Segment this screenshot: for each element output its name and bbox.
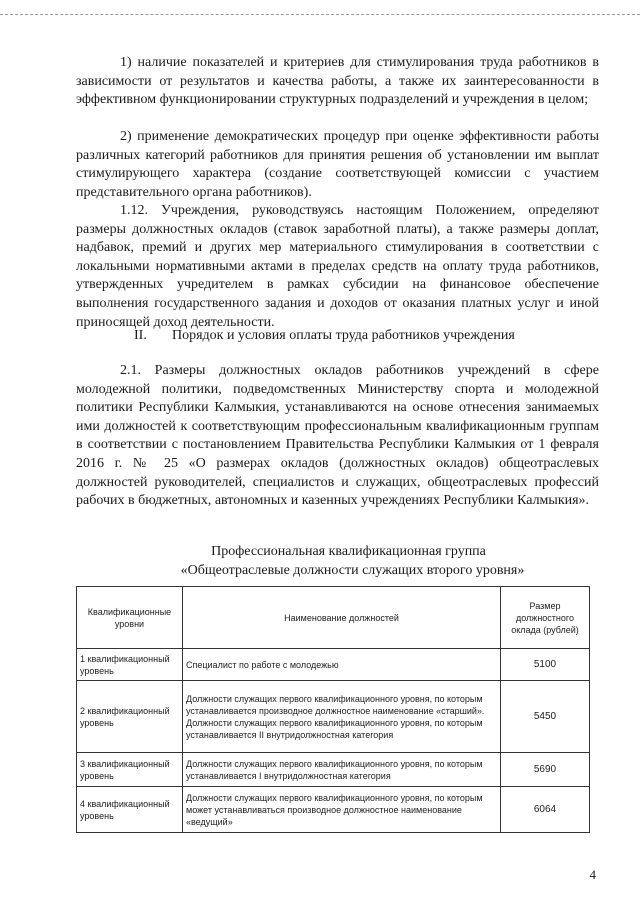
position-text-senior: Должности служащих первого квалификационного уровня, по которым устанавливается производное должностное наименование «старший».	[186, 693, 485, 716]
paragraph-democratic-procedures: 2) применение демократических процедур при оценке эффективности работы различных категорий работников для принятия решения об установлении им выплат стимулирующего характера (создание соответствующей комиссии с участием представительного органа работников).	[76, 129, 599, 200]
header-levels: Квалификационные уровни	[77, 587, 183, 649]
table-caption-line1: Профессиональная квалификационная группа	[211, 544, 486, 559]
table-row	[77, 649, 590, 681]
paragraph-criteria: 1) наличие показателей и критериев для стимулирования труда работников в зависимости от результатов и качества работы, а также их заинтересованности в эффективном функционировании структурных подразделений и учреждения в целом;	[76, 55, 599, 108]
section-title: Порядок и условия оплаты труда работников учреждения	[172, 328, 515, 343]
table-caption-line2: «Общеотраслевые должности служащих второго уровня»	[180, 562, 525, 578]
position-cell: Должности служащих первого квалификационного уровня, по которым может устанавливаться производное должностное наименование «ведущий»	[183, 787, 501, 833]
header-positions: Наименование должностей	[183, 587, 501, 649]
level-cell: 1 квалификационный уровень	[77, 649, 183, 681]
table-caption	[76, 543, 599, 580]
table-header-row	[77, 587, 590, 649]
position-cell: Специалист по работе с молодежью	[183, 649, 501, 681]
table-row	[77, 753, 590, 787]
salary-table	[76, 586, 590, 833]
header-salary: Размер должностного оклада (рублей)	[501, 587, 590, 649]
position-text-category-2: Должности служащих первого квалификационного уровня, по которым устанавливается II внутридолжностная категория	[186, 717, 483, 740]
table-row	[77, 681, 590, 753]
position-cell: Должности служащих первого квалификационного уровня, по которым устанавливается I внутридолжностная категория	[183, 753, 501, 787]
level-cell: 2 квалификационный уровень	[77, 681, 183, 753]
level-cell: 4 квалификационный уровень	[77, 787, 183, 833]
salary-cell: 5450	[501, 681, 590, 753]
page-number: 4	[589, 867, 596, 882]
salary-cell: 5100	[501, 649, 590, 681]
table-row	[77, 787, 590, 833]
position-cell	[183, 681, 501, 753]
paragraph-1-12: 1.12. Учреждения, руководствуясь настоящим Положением, определяют размеры должностных окладов (ставок заработной платы), а также размеры доплат, надбавок, премий и других мер материального стимулирования в соответствии с локальными нормативными актами в пределах средств на оплату труда работников, утвержденных учредителем в рамках субсидии на финансовое обеспечение выполнения государственного задания и доходов от оказания платных услуг и иной приносящей доход деятельности.	[76, 203, 599, 330]
salary-cell: 5690	[501, 753, 590, 787]
salary-cell: 6064	[501, 787, 590, 833]
section-number: II.	[134, 328, 147, 343]
level-cell: 3 квалификационный уровень	[77, 753, 183, 787]
page-top-edge-rule	[0, 14, 640, 15]
paragraph-2-1: 2.1. Размеры должностных окладов работников учреждений в сфере молодежной политики, подведомственных Министерству спорта и молодежной политики Республики Калмыкия, устанавливаются на основе отнесения занимаемых ими должностей к соответствующим профессиональным квалификационным группам в соответствии с постановлением Правительства Республики Калмыкия от 1 февраля 2016 г. № 25 «О размерах окладов (должностных окладов) общеотраслевых должностей руководителей, специалистов и служащих, общеотраслевых профессий рабочих в бюджетных, автономных и казенных учреждениях Республики Калмыкия».	[76, 363, 599, 509]
